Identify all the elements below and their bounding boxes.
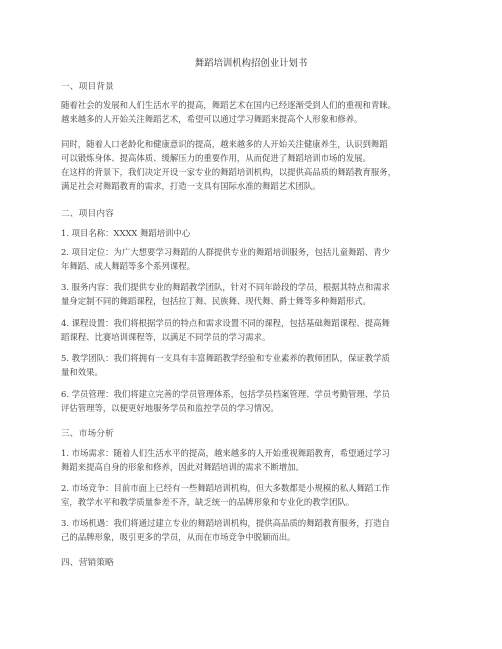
- text-line: 随着社会的发展和人们生活水平的提高，舞蹈艺术在国内已经逐渐受到人们的重视和青睐。: [61, 100, 396, 110]
- text-line: 同时，随着人口老龄化和健康意识的提高，越来越多的人开始关注健康养生，认识到舞蹈: [61, 139, 388, 149]
- text-line: 1. 项目名称：XXXX 舞蹈培训中心: [61, 228, 191, 238]
- text-line: 评估管理等，以便更好地服务学员和监控学员的学习情况。: [61, 403, 279, 413]
- text-line: 在这样的背景下，我们决定开设一家专业的舞蹈培训机构，以提供高品质的舞蹈教育服务，: [61, 167, 396, 177]
- text-line: 4. 课程设置：我们将根据学员的特点和需求设置不同的课程，包括基础舞蹈课程、提高舞: [61, 318, 390, 328]
- text-line: 3. 服务内容：我们提供专业的舞蹈教学团队，针对不同年龄段的学员，根据其特点和需求: [61, 282, 390, 292]
- list-item: [61, 387, 441, 415]
- text-line: 1. 市场需求：随着人们生活水平的提高，越来越多的人开始重视舞蹈教育，希望通过学习: [61, 448, 390, 458]
- list-item: [61, 446, 441, 474]
- text-line: 2. 项目定位：为广大想要学习舞蹈的人群提供专业的舞蹈培训服务，包括儿童舞蹈、青少: [61, 247, 390, 257]
- text-line: 年舞蹈、成人舞蹈等多个系列课程。: [61, 261, 195, 271]
- list-item: [61, 516, 441, 544]
- text-line: 5. 教学团队：我们将拥有一支具有丰富舞蹈教学经验和专业素养的教师团队，保证教学质: [61, 353, 390, 363]
- section-heading-content: 二、项目内容: [61, 209, 114, 219]
- section-heading-background: 一、项目背景: [61, 82, 114, 92]
- text-line: 3. 市场机遇：我们将通过建立专业的舞蹈培训机构，提供高品质的舞蹈教育服务，打造自: [61, 518, 390, 528]
- list-item: [61, 226, 441, 240]
- text-line: 量身定制不同的舞蹈课程，包括拉丁舞、民族舞、现代舞、爵士舞等多种舞蹈形式。: [61, 296, 371, 306]
- text-line: 己的品牌形象，吸引更多的学员，从而在市场竞争中脱颖而出。: [61, 532, 296, 542]
- list-item: [61, 481, 441, 509]
- document-title: 舞蹈培训机构招创业计划书: [194, 58, 308, 69]
- text-line: 可以锻炼身体、提高体质、缓解压力的重要作用，从而促进了舞蹈培训市场的发展。: [61, 153, 371, 163]
- list-item: [61, 316, 441, 344]
- text-line: 量和效果。: [61, 367, 103, 377]
- paragraph: [61, 165, 441, 193]
- text-line: 2. 市场竞争：目前市面上已经有一些舞蹈培训机构，但大多数都是小规模的私人舞蹈工作: [61, 483, 390, 493]
- text-line: 蹈课程、比赛培训课程等，以满足不同学员的学习需求。: [61, 332, 271, 342]
- list-item: [61, 351, 441, 379]
- text-line: 满足社会对舞蹈教育的需求，打造一支具有国际水准的舞蹈艺术团队。: [61, 181, 321, 191]
- text-line: 室，教学水平和教学质量参差不齐，缺乏统一的品牌形象和专业化的教学团队。: [61, 497, 355, 507]
- paragraph: [61, 137, 441, 165]
- section-heading-market: 三、市场分析: [61, 429, 114, 439]
- list-item: [61, 280, 441, 308]
- text-line: 舞蹈来提高自身的形象和修养，因此对舞蹈培训的需求不断增加。: [61, 462, 304, 472]
- section-heading-marketing: 四、营销策略: [61, 558, 114, 568]
- paragraph: [61, 98, 441, 126]
- text-line: 越来越多的人开始关注舞蹈艺术，希望可以通过学习舞蹈来提高个人形象和修养。: [61, 114, 363, 124]
- text-line: 6. 学员管理：我们将建立完善的学员管理体系，包括学员档案管理、学员考勤管理、学员: [61, 389, 390, 399]
- list-item: [61, 245, 441, 273]
